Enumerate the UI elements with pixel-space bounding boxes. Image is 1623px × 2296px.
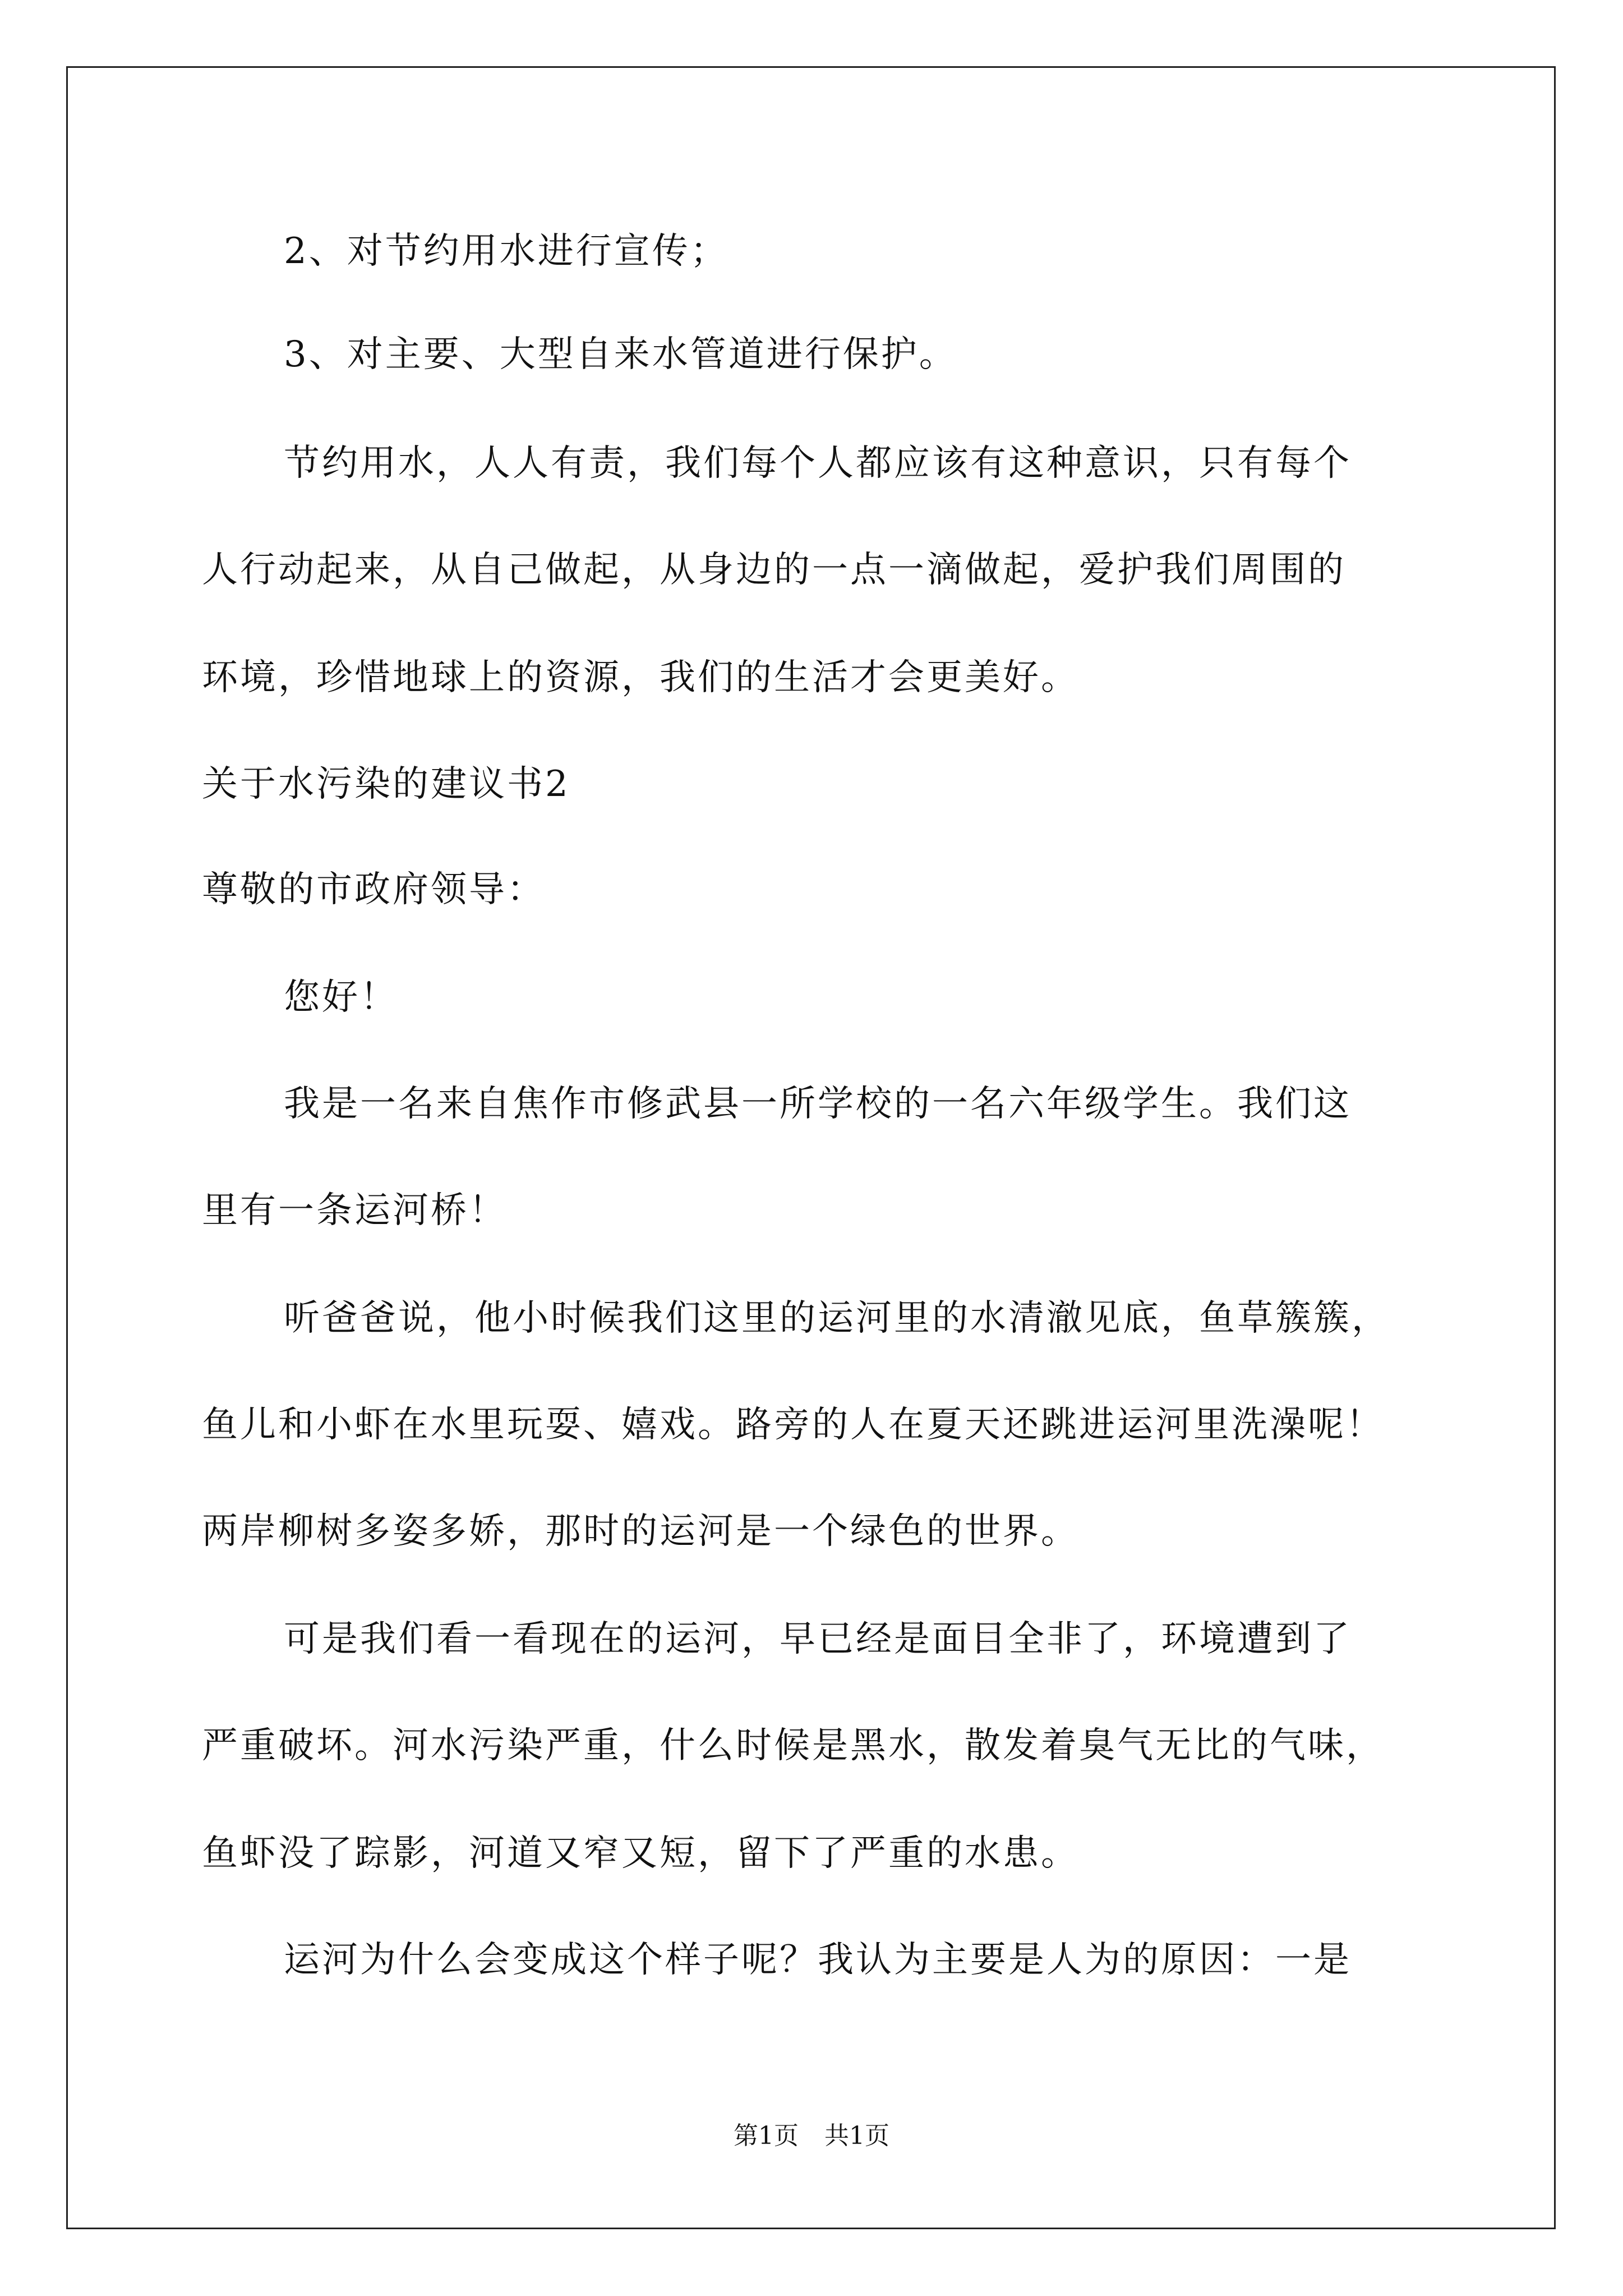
paragraph-line: 里有一条运河桥！ (202, 1190, 507, 1231)
page-border (66, 66, 1556, 2229)
page-total: 共1页 (824, 2122, 889, 2150)
greeting: 您好！ (284, 977, 398, 1018)
section-title: 关于水污染的建议书2 (202, 763, 570, 805)
paragraph-line: 环境，珍惜地球上的资源，我们的生活才会更美好。 (202, 657, 1079, 698)
paragraph-line: 节约用水，人人有责，我们每个人都应该有这种意识，只有每个 (284, 443, 1352, 484)
paragraph-line: 可是我们看一看现在的运河，早已经是面目全非了，环境遭到了 (284, 1618, 1352, 1660)
list-item-2: 2、对节约用水进行宣传； (284, 231, 728, 272)
paragraph-line: 两岸柳树多姿多娇，那时的运河是一个绿色的世界。 (202, 1511, 1079, 1552)
paragraph-line: 我是一名来自焦作市修武县一所学校的一名六年级学生。我们这 (284, 1083, 1352, 1125)
paragraph-line: 鱼虾没了踪影，河道又窄又短，留下了严重的水患。 (202, 1833, 1079, 1874)
salutation: 尊敬的市政府领导： (202, 869, 545, 910)
page-footer (0, 2120, 1623, 2152)
paragraph-line: 运河为什么会变成这个样子呢？我认为主要是人为的原因：一是 (284, 1939, 1352, 1981)
paragraph-line: 严重破坏。河水污染严重，什么时候是黑水，散发着臭气无比的气味， (202, 1725, 1384, 1766)
paragraph-line: 听爸爸说，他小时候我们这里的运河里的水清澈见底，鱼草簇簇， (284, 1297, 1390, 1339)
page-number: 第1页 (734, 2122, 799, 2150)
paragraph-line: 鱼儿和小虾在水里玩耍、嬉戏。路旁的人在夏天还跳进运河里洗澡呢！ (202, 1404, 1384, 1446)
list-item-3: 3、对主要、大型自来水管道进行保护。 (284, 334, 957, 375)
paragraph-line: 人行动起来，从自己做起，从身边的一点一滴做起，爱护我们周围的 (202, 549, 1346, 591)
